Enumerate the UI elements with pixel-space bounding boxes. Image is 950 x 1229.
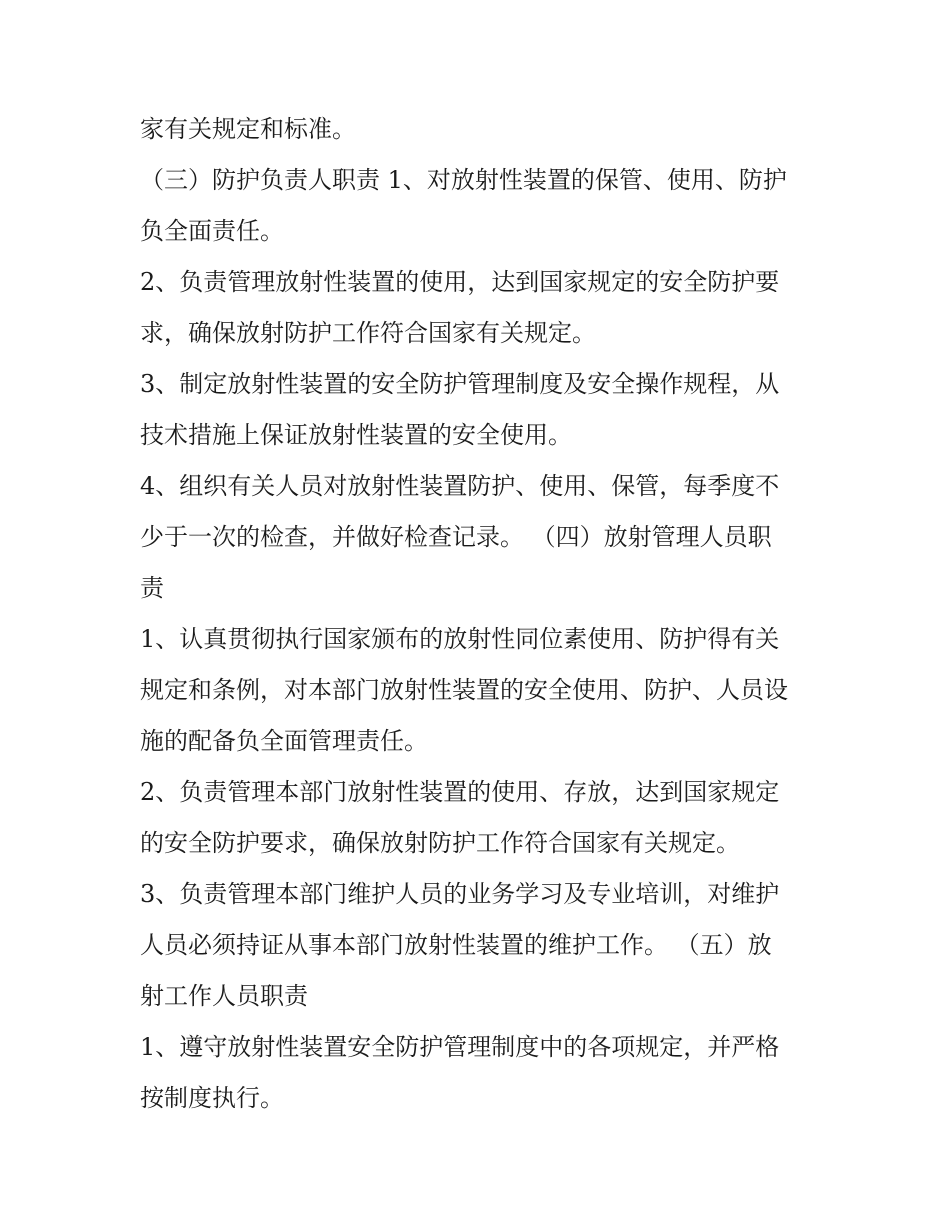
text-line: 2、负责管理放射性装置的使用，达到国家规定的安全防护要 bbox=[140, 268, 780, 296]
text-line: 1、遵守放射性装置安全防护管理制度中的各项规定，并严格 bbox=[140, 1033, 780, 1061]
text-line: 家有关规定和标准。 bbox=[140, 115, 356, 143]
text-line: 求，确保放射防护工作符合国家有关规定。 bbox=[140, 319, 596, 347]
text-line: 施的配备负全面管理责任。 bbox=[140, 727, 428, 755]
text-line: 1、认真贯彻执行国家颁布的放射性同位素使用、防护得有关 bbox=[140, 625, 780, 653]
text-line: 3、制定放射性装置的安全防护管理制度及安全操作规程，从 bbox=[140, 370, 780, 398]
text-line: 4、组织有关人员对放射性装置防护、使用、保管，每季度不 bbox=[140, 472, 780, 500]
text-line: 负全面责任。 bbox=[140, 217, 284, 245]
text-line: （三）防护负责人职责 1、对放射性装置的保管、使用、防护 bbox=[140, 166, 787, 194]
text-line: 按制度执行。 bbox=[140, 1084, 284, 1112]
text-line: 射工作人员职责 bbox=[140, 982, 308, 1010]
text-line: 2、负责管理本部门放射性装置的使用、存放，达到国家规定 bbox=[140, 778, 780, 806]
text-line: 责 bbox=[140, 574, 164, 602]
text-line: 少于一次的检查，并做好检查记录。 （四）放射管理人员职 bbox=[140, 523, 772, 551]
text-line: 规定和条例，对本部门放射性装置的安全使用、防护、人员设 bbox=[140, 676, 788, 704]
text-line: 的安全防护要求，确保放射防护工作符合国家有关规定。 bbox=[140, 829, 740, 857]
text-line: 3、负责管理本部门维护人员的业务学习及专业培训，对维护 bbox=[140, 880, 780, 908]
document-body bbox=[140, 104, 820, 1124]
text-line: 人员必须持证从事本部门放射性装置的维护工作。 （五）放 bbox=[140, 931, 772, 959]
text-line: 技术措施上保证放射性装置的安全使用。 bbox=[140, 421, 572, 449]
